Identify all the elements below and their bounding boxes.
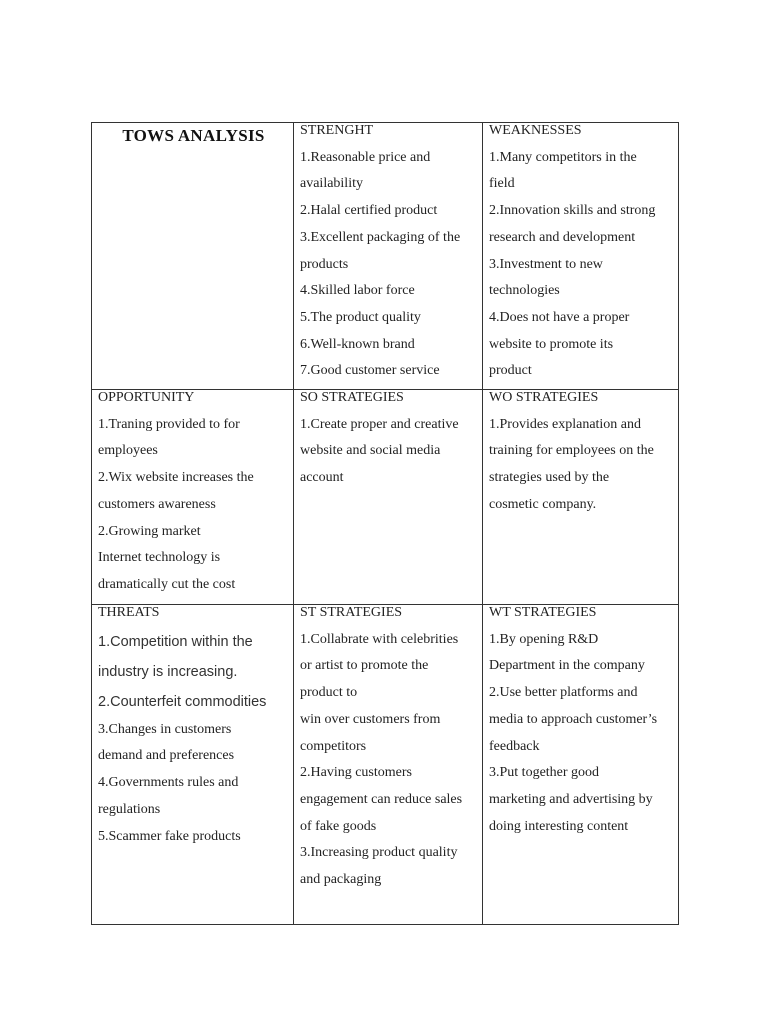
so-strategies-line: website and social media bbox=[300, 443, 441, 459]
weaknesses-heading: WEAKNESSES bbox=[489, 123, 582, 138]
strength-line: 7.Good customer service bbox=[300, 363, 440, 379]
weaknesses-line: field bbox=[489, 176, 515, 192]
threats-line: 2.Counterfeit commodities bbox=[98, 693, 267, 710]
wt-strategies-line: 3.Put together good bbox=[489, 765, 600, 781]
st-strategies-line: engagement can reduce sales bbox=[300, 791, 463, 807]
opportunity-line: employees bbox=[98, 443, 158, 459]
wo-strategies-line: cosmetic company. bbox=[489, 496, 597, 512]
st-strategies-line: competitors bbox=[300, 738, 367, 754]
st-strategies-line: product to bbox=[300, 685, 358, 701]
st-strategies-line: of fake goods bbox=[300, 818, 377, 834]
strength-line: 3.Excellent packaging of the bbox=[300, 229, 461, 245]
wt-strategies-line: doing interesting content bbox=[489, 818, 629, 834]
so-strategies-heading: SO STRATEGIES bbox=[300, 390, 404, 405]
st-strategies-line: or artist to promote the bbox=[300, 658, 429, 674]
wt-strategies-line: 1.By opening R&D bbox=[489, 631, 599, 647]
threats-line: 3.Changes in customers bbox=[98, 721, 232, 737]
strength-line: 6.Well-known brand bbox=[300, 336, 415, 352]
wt-strategies-line: 2.Use better platforms and bbox=[489, 685, 638, 701]
st-strategies-line: 3.Increasing product quality bbox=[300, 845, 458, 861]
opportunity-line: 1.Traning provided to for bbox=[98, 416, 240, 432]
threats-line: 4.Governments rules and bbox=[98, 775, 239, 791]
weaknesses-line: website to promote its bbox=[489, 336, 614, 352]
strength-line: products bbox=[300, 256, 349, 272]
wo-strategies-line: 1.Provides explanation and bbox=[489, 416, 642, 432]
wt-strategies-heading: WT STRATEGIES bbox=[489, 605, 597, 620]
strength-cell bbox=[294, 123, 483, 390]
wo-strategies-cell bbox=[483, 390, 679, 605]
so-strategies-cell bbox=[294, 390, 483, 605]
opportunity-line: 2.Growing market bbox=[98, 523, 201, 539]
threats-line: demand and preferences bbox=[98, 748, 235, 764]
threats-cell bbox=[92, 605, 294, 925]
threats-heading: THREATS bbox=[98, 605, 160, 620]
table-row bbox=[92, 605, 679, 925]
opportunity-line: 2.Wix website increases the bbox=[98, 470, 254, 486]
table-row bbox=[92, 390, 679, 605]
weaknesses-line: 2.Innovation skills and strong bbox=[489, 203, 656, 219]
strength-line: 1.Reasonable price and bbox=[300, 149, 431, 165]
weaknesses-line: 1.Many competitors in the bbox=[489, 149, 637, 165]
wt-strategies-line: marketing and advertising by bbox=[489, 791, 653, 807]
st-strategies-line: 1.Collabrate with celebrities bbox=[300, 631, 459, 647]
strength-line: 4.Skilled labor force bbox=[300, 283, 415, 299]
strength-line: availability bbox=[300, 176, 363, 192]
weaknesses-line: 4.Does not have a proper bbox=[489, 309, 630, 325]
threats-line: 1.Competition within the bbox=[98, 633, 253, 650]
wt-strategies-line: feedback bbox=[489, 738, 540, 754]
weaknesses-cell bbox=[483, 123, 679, 390]
so-strategies-line: 1.Create proper and creative bbox=[300, 416, 459, 432]
threats-line: industry is increasing. bbox=[98, 663, 238, 680]
wt-strategies-cell bbox=[483, 605, 679, 925]
opportunity-line: dramatically cut the cost bbox=[98, 576, 236, 592]
opportunity-heading: OPPORTUNITY bbox=[98, 390, 195, 405]
table-row bbox=[92, 123, 679, 390]
strength-line: 5.The product quality bbox=[300, 309, 421, 325]
strength-line: 2.Halal certified product bbox=[300, 203, 438, 219]
wo-strategies-heading: WO STRATEGIES bbox=[489, 390, 599, 405]
st-strategies-line: and packaging bbox=[300, 872, 382, 888]
weaknesses-line: product bbox=[489, 363, 532, 379]
st-strategies-line: win over customers from bbox=[300, 711, 441, 727]
so-strategies-line: account bbox=[300, 470, 344, 486]
wo-strategies-line: training for employees on the bbox=[489, 443, 654, 459]
strength-heading: STRENGHT bbox=[300, 123, 374, 138]
weaknesses-line: research and development bbox=[489, 229, 636, 245]
st-strategies-heading: ST STRATEGIES bbox=[300, 605, 403, 620]
tows-table bbox=[91, 122, 679, 925]
wt-strategies-line: media to approach customer’s bbox=[489, 711, 658, 727]
st-strategies-line: 2.Having customers bbox=[300, 765, 412, 781]
wo-strategies-line: strategies used by the bbox=[489, 470, 610, 486]
weaknesses-line: technologies bbox=[489, 283, 560, 299]
wt-strategies-line: Department in the company bbox=[489, 658, 645, 674]
opportunity-line: Internet technology is bbox=[98, 550, 221, 566]
opportunity-line: customers awareness bbox=[98, 496, 216, 512]
threats-line: regulations bbox=[98, 801, 161, 817]
table-title: TOWS ANALYSIS bbox=[122, 126, 265, 145]
st-strategies-cell bbox=[294, 605, 483, 925]
threats-line: 5.Scammer fake products bbox=[98, 828, 241, 844]
opportunity-cell bbox=[92, 390, 294, 605]
title-cell bbox=[92, 123, 294, 390]
weaknesses-line: 3.Investment to new bbox=[489, 256, 603, 272]
